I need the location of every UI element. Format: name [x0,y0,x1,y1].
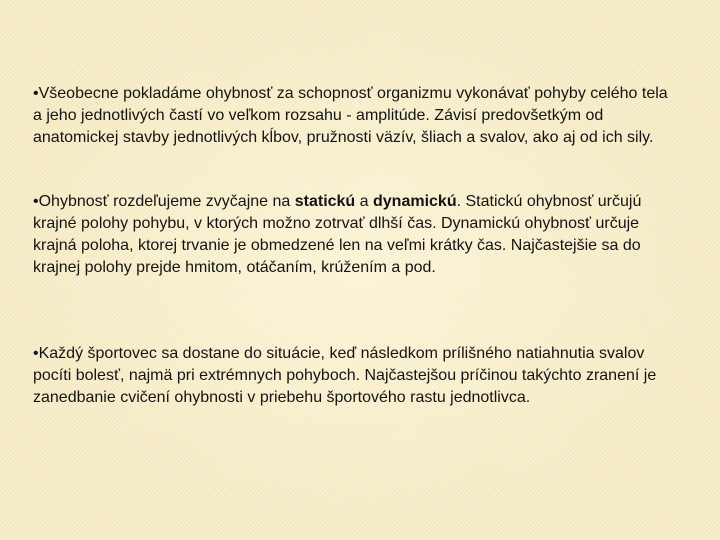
paragraph-injury-cause [33,343,673,409]
paragraph-2-intro: •Ohybnosť rozdeľujeme zvyčajne na [33,193,295,210]
paragraph-flexibility-definition [33,83,673,149]
term-static: statickú [294,193,356,210]
paragraph-flexibility-types [33,191,673,279]
term-dynamic: dynamickú [373,193,457,210]
paragraph-1-text: •Všeobecne pokladáme ohybnosť za schopnosť organizmu vykonávať pohyby celého tela a jeho jednotlivých častí vo veľkom rozsahu - amplitúde. Závisí predovšetkým od anatomickej stavby jednotlivých kĺbov, pružnosti väzív, šliach a svalov, ako aj od ich sily. [33,85,668,146]
paragraph-3-text: •Každý športovec sa dostane do situácie, keď následkom prílišného natiahnutia svalov pocíti bolesť, najmä pri extrémnych pohyboch. Najčastejšou príčinou takýchto zranení je zanedbanie cvičení ohybnosti v priebehu športového rastu jednotlivca. [33,345,657,406]
paragraph-2-rest: . Statickú ohybnosť určujú krajné polohy pohybu, v ktorých možno zotrvať dlhší čas. Dynamickú ohybnosť určuje krajná poloha, ktorej trvanie je obmedzené len na veľmi krátky čas. Najčastejšie sa do krajnej polohy prejde hmitom, otáčaním, krúžením a pod. [33,193,642,276]
paragraph-2-conjunction: a [355,193,373,210]
